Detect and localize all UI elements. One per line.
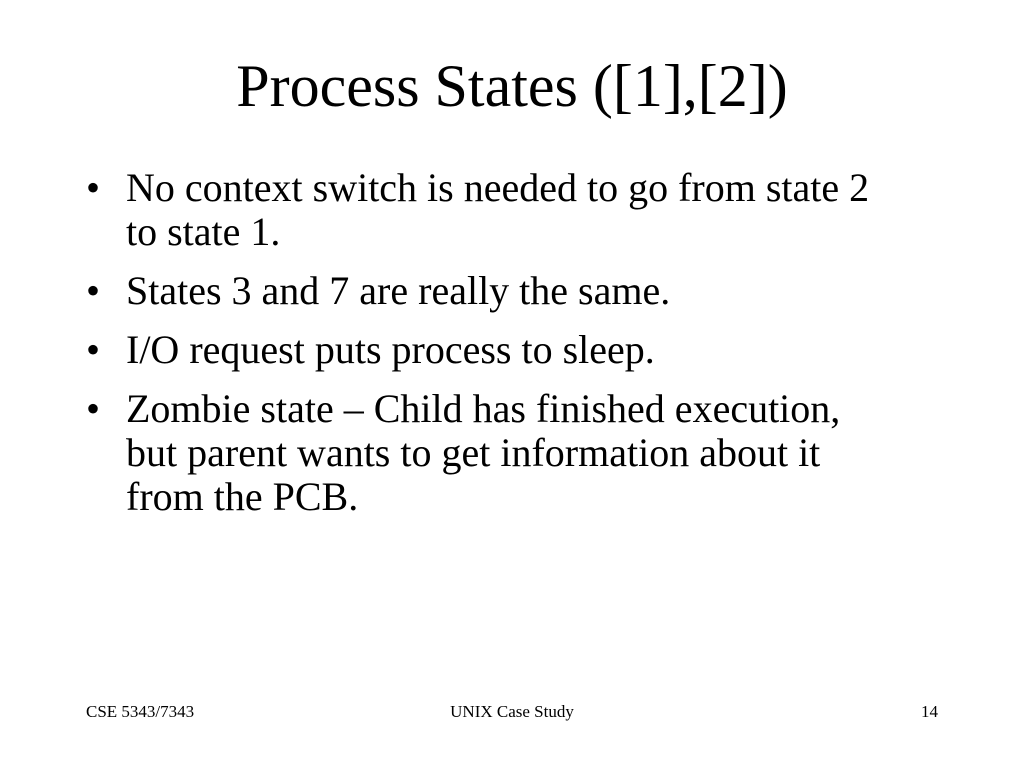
bullet-item (86, 166, 886, 254)
footer-course: CSE 5343/7343 (86, 702, 195, 721)
bullet-icon: • (86, 327, 101, 372)
bullet-icon: • (86, 268, 101, 313)
bullet-text: Zombie state – Child has finished execution, but parent wants to get information about it from the PCB. (126, 386, 841, 519)
bullet-text: No context switch is needed to go from state 2 to state 1. (126, 165, 870, 254)
bullet-icon: • (86, 165, 101, 210)
bullet-item (86, 269, 886, 313)
slide-title: Process States ([1],[2]) (236, 53, 788, 119)
bullet-item (86, 328, 886, 372)
bullet-text: States 3 and 7 are really the same. (126, 268, 671, 313)
bullet-icon: • (86, 386, 101, 431)
footer-topic: UNIX Case Study (450, 702, 574, 721)
bullet-item (86, 387, 886, 519)
bullet-text: I/O request puts process to sleep. (126, 327, 655, 372)
footer-page-number: 14 (921, 702, 938, 721)
bullet-list (86, 166, 886, 534)
